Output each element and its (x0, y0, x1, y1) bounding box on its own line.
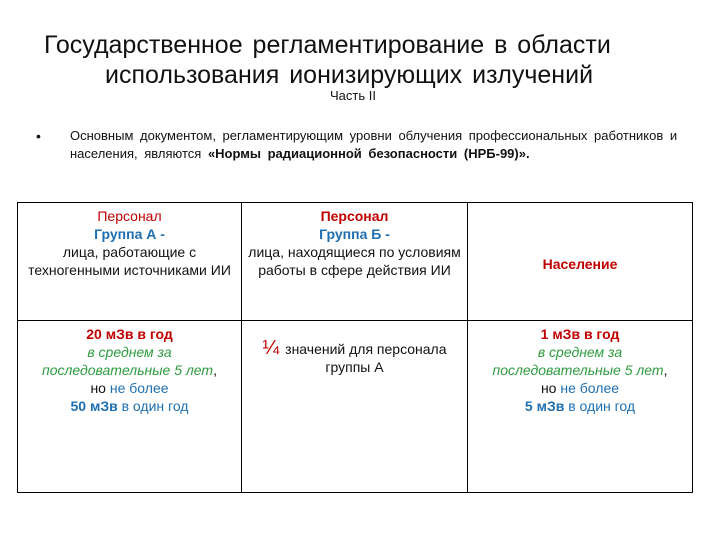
dose-limits-table (17, 202, 693, 493)
cell-pop-but: но (540, 380, 557, 396)
bullet-text-bold: «Нормы радиационной безопасности (НРБ-99)». (207, 146, 530, 161)
header-b-desc: лица, находящиеся по условиям работы в сфере действия ИИ (248, 244, 461, 278)
cell-pop-comma: , (663, 362, 668, 378)
header-b-group: Группа Б - (319, 226, 390, 242)
cell-pop-per-year: в один год (568, 398, 636, 414)
subtitle: Часть II (330, 88, 376, 103)
cell-b-fraction: ¼ (262, 337, 280, 359)
cell-a-but: но (90, 380, 106, 396)
cell-a-average: в среднем за последовательные 5 лет (41, 344, 214, 378)
cell-b-text: значений для персонала группы А (285, 341, 447, 375)
bullet-item (36, 127, 686, 163)
header-personnel-b (242, 203, 468, 321)
header-a-title: Персонал (97, 208, 162, 224)
cell-pop-max: 5 мЗв (524, 398, 565, 414)
cell-personnel-a-limits (18, 321, 242, 493)
cell-pop-average: в среднем за последовательные 5 лет (492, 344, 664, 378)
cell-a-not-more: не более (109, 380, 169, 396)
header-population (468, 203, 693, 321)
header-b-title: Персонал (320, 208, 389, 224)
cell-pop-dose: 1 мЗв в год (540, 326, 620, 342)
cell-a-max: 50 мЗв (70, 398, 118, 414)
cell-a-per-year: в один год (121, 398, 189, 414)
bullet-text-regular: Основным документом, регламентирующим уровни облучения профессиональных работников и населения, являются (70, 128, 678, 161)
cell-pop-not-more: не более (560, 380, 620, 396)
cell-a-dose: 20 мЗв в год (86, 326, 173, 342)
header-population-title: Население (542, 255, 618, 272)
cell-personnel-b-limits (242, 321, 468, 493)
cell-a-comma: , (213, 362, 217, 378)
header-personnel-a (18, 203, 242, 321)
title-line-2: использования ионизирующих излучений (105, 61, 594, 89)
header-a-desc: лица, работающие с техногенными источниками ИИ (28, 244, 231, 278)
page-title (0, 30, 720, 90)
table-data-row (18, 321, 693, 493)
table-header-row (18, 203, 693, 321)
title-line-1: Государственное регламентирование в области (44, 31, 611, 59)
bullet-text (36, 127, 686, 163)
bullet-dot-icon: • (36, 128, 41, 144)
header-a-group: Группа А - (94, 226, 165, 242)
cell-population-limits (468, 321, 693, 493)
